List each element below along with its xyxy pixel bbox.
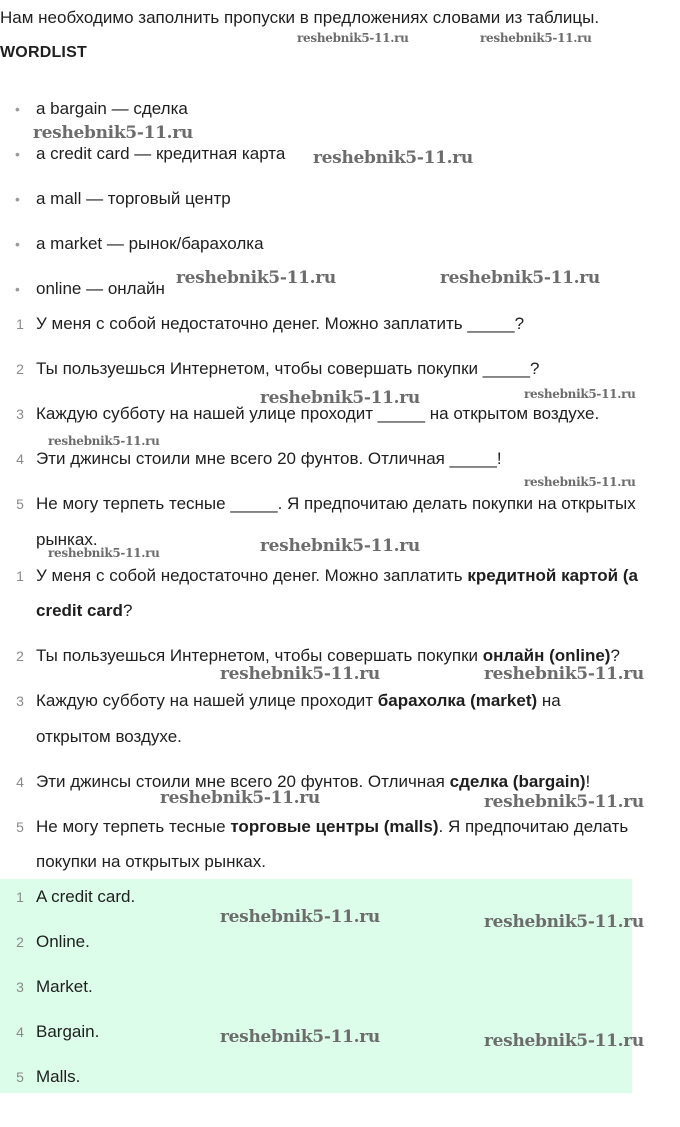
watermark: reshebnik5-11.ru — [313, 148, 473, 168]
item-number: 2 — [16, 934, 24, 950]
bullet-icon: • — [15, 191, 20, 207]
bullet-icon: • — [15, 281, 20, 297]
watermark: reshebnik5-11.ru — [48, 546, 160, 560]
task-continuation: рынках. — [36, 530, 98, 549]
item-number: 4 — [16, 774, 24, 790]
wordlist-heading: WORDLIST — [0, 44, 87, 61]
intro-text: Нам необходимо заполнить пропуски в предложениях словами из таблицы. — [0, 8, 600, 27]
item-number: 1 — [16, 889, 24, 905]
watermark: reshebnik5-11.ru — [33, 123, 193, 143]
item-number: 2 — [16, 361, 24, 377]
bullet-icon: • — [15, 101, 20, 117]
item-number: 5 — [16, 496, 24, 512]
answer-highlight: сделка (bargain) — [449, 772, 586, 791]
item-number: 3 — [16, 979, 24, 995]
watermark: reshebnik5-11.ru — [160, 788, 320, 808]
watermark: reshebnik5-11.ru — [220, 1027, 380, 1047]
bullet-icon: • — [15, 146, 20, 162]
watermark: reshebnik5-11.ru — [484, 1031, 644, 1051]
watermark: reshebnik5-11.ru — [220, 907, 380, 927]
item-number: 3 — [16, 406, 24, 422]
watermark: reshebnik5-11.ru — [524, 475, 636, 489]
watermark: reshebnik5-11.ru — [48, 434, 160, 448]
answer-highlight: credit card — [36, 601, 123, 620]
solution-continuation: покупки на открытых рынках. — [36, 852, 266, 871]
watermark: reshebnik5-11.ru — [524, 387, 636, 401]
answer-highlight: барахолка (market) — [377, 691, 538, 710]
watermark: reshebnik5-11.ru — [220, 664, 380, 684]
watermark: reshebnik5-11.ru — [480, 31, 592, 45]
item-number: 1 — [16, 316, 24, 332]
item-number: 2 — [16, 648, 24, 664]
item-number: 5 — [16, 819, 24, 835]
item-number: 1 — [16, 568, 24, 584]
answer-highlight: торговые центры (malls) — [230, 817, 439, 836]
answer-highlight: кредитной картой (a — [467, 566, 638, 585]
watermark: reshebnik5-11.ru — [484, 664, 644, 684]
watermark: reshebnik5-11.ru — [297, 31, 409, 45]
watermark: reshebnik5-11.ru — [260, 536, 420, 556]
solution-continuation: открытом воздухе. — [36, 727, 182, 746]
watermark: reshebnik5-11.ru — [484, 792, 644, 812]
item-number: 5 — [16, 1069, 24, 1085]
item-number: 4 — [16, 1024, 24, 1040]
watermark: reshebnik5-11.ru — [440, 268, 600, 288]
watermark: reshebnik5-11.ru — [176, 268, 336, 288]
watermark: reshebnik5-11.ru — [484, 912, 644, 932]
watermark: reshebnik5-11.ru — [260, 388, 420, 408]
item-number: 4 — [16, 451, 24, 467]
bullet-icon: • — [15, 236, 20, 252]
answer-highlight: онлайн (online) — [482, 646, 611, 665]
solution-continuation: credit card? — [36, 601, 133, 620]
item-number: 3 — [16, 693, 24, 709]
